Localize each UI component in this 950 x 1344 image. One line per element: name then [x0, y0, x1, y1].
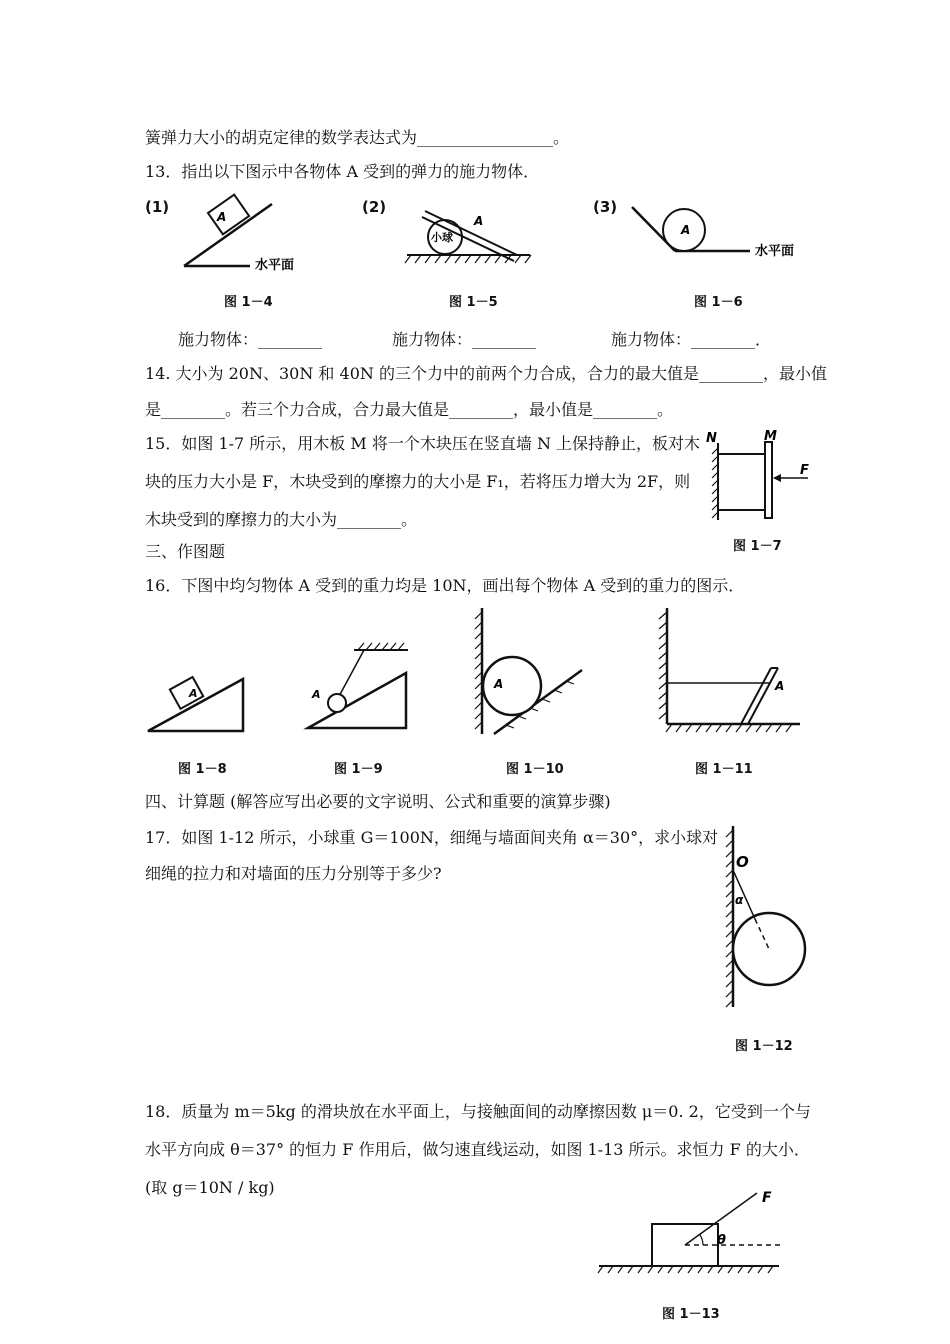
question-15-line-1: 15．如图 1-7 所示，用木板 M 将一个木块压在竖直墙 N 上保持静止，板对木 [145, 434, 701, 453]
figure-1-12 [718, 822, 828, 1012]
answer-13-2: 施力物体：________ [392, 330, 537, 349]
label-a: A [189, 687, 198, 700]
label-f: F [762, 1190, 772, 1206]
caption-1-6: 图 1－6 [694, 295, 743, 310]
label-a: A [775, 679, 785, 693]
label-a: A [494, 677, 504, 691]
question-14-line-1: 14. 大小为 20N、30N 和 40N 的三个力中的前两个力合成，合力的最大值是________，最小值 [145, 364, 827, 383]
label-n: N [706, 431, 717, 446]
question-18-line-2: 水平方向成 θ＝37° 的恒力 F 作用后，做匀速直线运动，如图 1-13 所示。求恒力 F 的大小． [145, 1140, 810, 1159]
question-17-line-2: 细绳的拉力和对墙面的压力分别等于多少? [145, 864, 442, 883]
question-16: 16．下图中均匀物体 A 受到的重力均是 10N，画出每个物体 A 受到的重力的图示． [145, 576, 745, 595]
question-15-line-3: 木块受到的摩擦力的大小为________。 [145, 510, 418, 529]
question-18-line-3: (取 g＝10N / kg) [145, 1178, 275, 1197]
caption-1-9: 图 1－9 [334, 762, 383, 777]
figure-label-3: (3) [593, 198, 618, 216]
figure-1-11 [652, 606, 802, 741]
figure-1-13 [597, 1188, 792, 1278]
answer-13-3: 施力物体：________． [611, 330, 772, 349]
answer-13-1: 施力物体：________ [178, 330, 323, 349]
figure-1-7 [704, 428, 814, 523]
caption-1-4: 图 1－4 [224, 295, 273, 310]
caption-1-5: 图 1－5 [449, 295, 498, 310]
label-f: F [800, 463, 809, 478]
label-m: M [764, 429, 777, 444]
question-14-line-2: 是________。若三个力合成，合力最大值是________，最小值是________。 [145, 400, 674, 419]
figure-label-2: (2) [362, 198, 387, 216]
label-a: A [681, 223, 691, 237]
label-theta: θ [717, 1233, 726, 1248]
question-17-line-1: 17．如图 1-12 所示，小球重 G＝100N，细绳与墙面间夹角 α＝30°，求小球对 [145, 828, 719, 847]
question-13: 13．指出以下图示中各物体 A 受到的弹力的施力物体． [145, 162, 540, 181]
text-line: 簧弹力大小的胡克定律的数学表达式为_________________。 [145, 128, 570, 147]
figure-1-8 [146, 674, 256, 734]
caption-1-7: 图 1－7 [733, 539, 782, 554]
section-4-heading: 四、计算题 (解答应写出必要的文字说明、公式和重要的演算步骤) [145, 792, 611, 811]
caption-1-11: 图 1－11 [695, 762, 753, 777]
caption-1-12: 图 1－12 [735, 1039, 793, 1054]
label-a: A [217, 210, 227, 224]
figure-1-6 [630, 205, 810, 275]
label-alpha: α [735, 893, 744, 907]
caption-1-10: 图 1－10 [506, 762, 564, 777]
caption-1-8: 图 1－8 [178, 762, 227, 777]
label-a: A [312, 688, 321, 701]
ground-label: 水平面 [255, 258, 295, 273]
label-o: O [736, 853, 749, 871]
figure-1-4 [180, 196, 310, 276]
ground-label: 水平面 [755, 244, 795, 259]
label-a: A [474, 214, 484, 228]
question-15-line-2: 块的压力大小是 F，木块受到的摩擦力的大小是 F₁，若将压力增大为 2F，则 [145, 472, 691, 491]
figure-1-9 [306, 640, 416, 735]
figure-1-10 [472, 606, 592, 741]
question-18-line-1: 18．质量为 m＝5kg 的滑块放在水平面上，与接触面间的动摩擦因数 μ＝0. 2，它受到一个与 [145, 1102, 811, 1121]
figure-1-5 [405, 198, 535, 268]
figure-label-1: (1) [145, 198, 170, 216]
caption-1-13: 图 1－13 [662, 1307, 720, 1322]
section-3-heading: 三、作图题 [145, 542, 226, 561]
ball-label: 小球 [431, 231, 453, 244]
